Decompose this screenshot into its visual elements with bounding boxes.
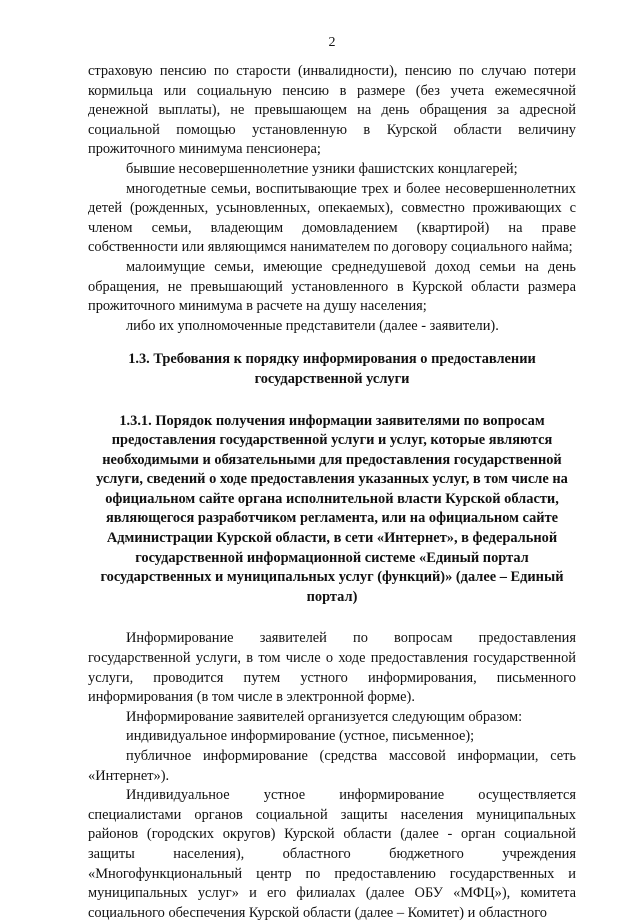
- paragraph-public-informing: публичное информирование (средства массовой информации, сеть «Интернет»).: [88, 748, 576, 784]
- paragraph-informing-organization: Информирование заявителей организуется следующим образом:: [126, 708, 523, 725]
- page-number: 2: [328, 35, 336, 50]
- document-page: [88, 34, 576, 923]
- subsection-heading: 1.3.1. Порядок получения информации заявителями по вопросам предоставления государственной услуги и услуг, которые являются необходимыми и обязательными для предоставления государственной услуги, сведений о ходе предоставления указанных услуг, в том числе на официальном сайте органа исполнительной власти Курской области, являющегося разработчиком регламента, или на официальном сайте Администрации Курской области, в сети «Интернет», в федеральной государственной информационной системе «Единый портал государственных и муниципальных услуг (функций)» (далее – Единый портал): [96, 412, 568, 605]
- paragraph-former-prisoners: бывшие несовершеннолетние узники фашистских концлагерей;: [126, 160, 518, 177]
- section-heading: 1.3. Требования к порядку информирования о предоставлении государственной услуги: [128, 351, 536, 387]
- paragraph-large-families: многодетные семьи, воспитывающие трех и более несовершеннолетних детей (рожденных, усыновленных, опекаемых), совместно проживающих с членом семьи, владеющим домовладением (квартирой) на праве собственности или являющимся нанимателем по договору социального найма;: [88, 180, 576, 256]
- paragraph-informing-methods: Информирование заявителей по вопросам предоставления государственной услуги, в том числе о ходе предоставления государственной услуги, проводится путем устного информирования, письменного информирования (в том числе в электронной форме).: [88, 630, 576, 706]
- paragraph-low-income-families: малоимущие семьи, имеющие среднедушевой доход семьи на день обращения, не превышающий установленного в Курской области размера прожиточного минимума в расчете на душу населения;: [88, 258, 576, 315]
- paragraph-oral-informing: Индивидуальное устное информирование осуществляется специалистами органов социальной защиты населения муниципальных районов (городских округов) Курской области (далее - орган социальной защиты населения), областного бюджетного учреждения «Многофункциональный центр по предоставлению государственных и муниципальных услуг» и его филиалах (далее ОБУ «МФЦ»), комитета социального обеспечения Курской области (далее – Комитет) и областного: [88, 787, 576, 921]
- paragraph-pension-recipients: страховую пенсию по старости (инвалидности), пенсию по случаю потери кормильца или социальную пенсию в размере (без учета ежемесячной денежной выплаты), не превышающем на день обращения за адресной социальной помощью установленную в Курской области величину прожиточного минимума пенсионера;: [88, 63, 576, 158]
- paragraph-representatives: либо их уполномоченные представители (далее - заявители).: [126, 317, 499, 334]
- paragraph-individual-informing: индивидуальное информирование (устное, письменное);: [126, 728, 475, 745]
